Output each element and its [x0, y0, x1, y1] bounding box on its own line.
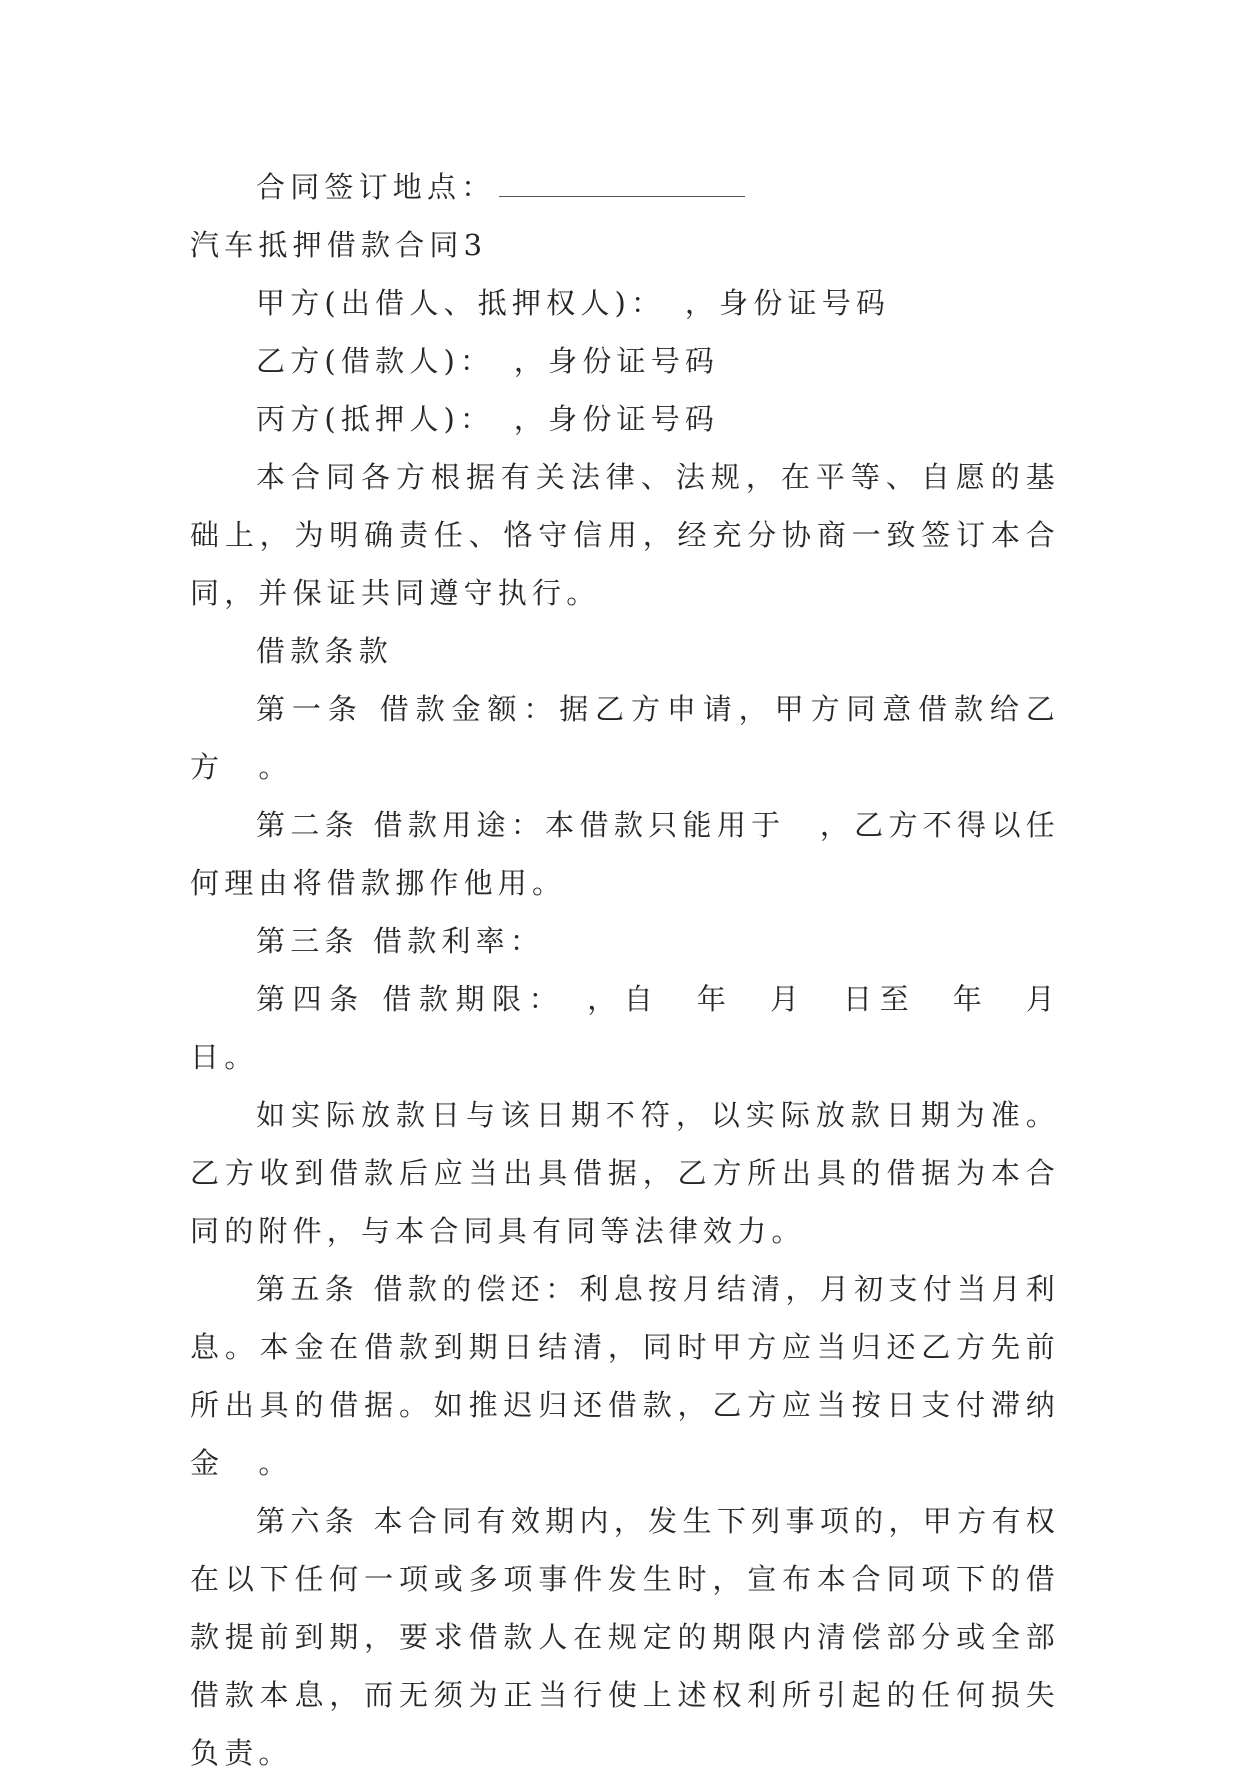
- article-5: 第五条 借款的偿还：利息按月结清，月初支付当月利息。本金在借款到期日结清，同时甲方应当归还乙方先前所出具的借据。如推迟归还借款，乙方应当按日支付滞纳金 。: [190, 1272, 1060, 1480]
- sign-place-label: 合同签订地点：: [256, 170, 496, 204]
- document-body: [190, 158, 1095, 1782]
- sign-place-line: [190, 158, 1060, 216]
- intro-paragraph: 本合同各方根据有关法律、法规，在平等、自愿的基础上，为明确责任、恪守信用，经充分协商一致签订本合同，并保证共同遵守执行。: [190, 460, 1060, 610]
- sign-place-blank: [499, 172, 745, 197]
- article-4: 第四条 借款期限： ，自 年 月 日至 年 月 日。: [190, 982, 1095, 1074]
- section-heading: 借款条款: [256, 634, 393, 668]
- party-a-line: 甲方(出借人、抵押权人)： ，身份证号码: [256, 286, 891, 320]
- contract-title: 汽车抵押借款合同3: [190, 228, 488, 262]
- party-c-line: 丙方(抵押人)： ，身份证号码: [256, 402, 720, 436]
- article-1: 第一条 借款金额：据乙方申请，甲方同意借款给乙方 。: [190, 692, 1060, 784]
- article-4-note: 如实际放款日与该日期不符，以实际放款日期为准。乙方收到借款后应当出具借据，乙方所出具的借据为本合同的附件，与本合同具有同等法律效力。: [190, 1098, 1060, 1248]
- party-b-line: 乙方(借款人)： ，身份证号码: [256, 344, 720, 378]
- article-2: 第二条 借款用途：本借款只能用于 ，乙方不得以任何理由将借款挪作他用。: [190, 808, 1060, 900]
- article-3: 第三条 借款利率：: [256, 924, 545, 958]
- article-6: 第六条 本合同有效期内，发生下列事项的，甲方有权在以下任何一项或多项事件发生时，宣布本合同项下的借款提前到期，要求借款人在规定的期限内清偿部分或全部借款本息，而无须为正当行使上述权利所引起的任何损失负责。: [190, 1504, 1060, 1770]
